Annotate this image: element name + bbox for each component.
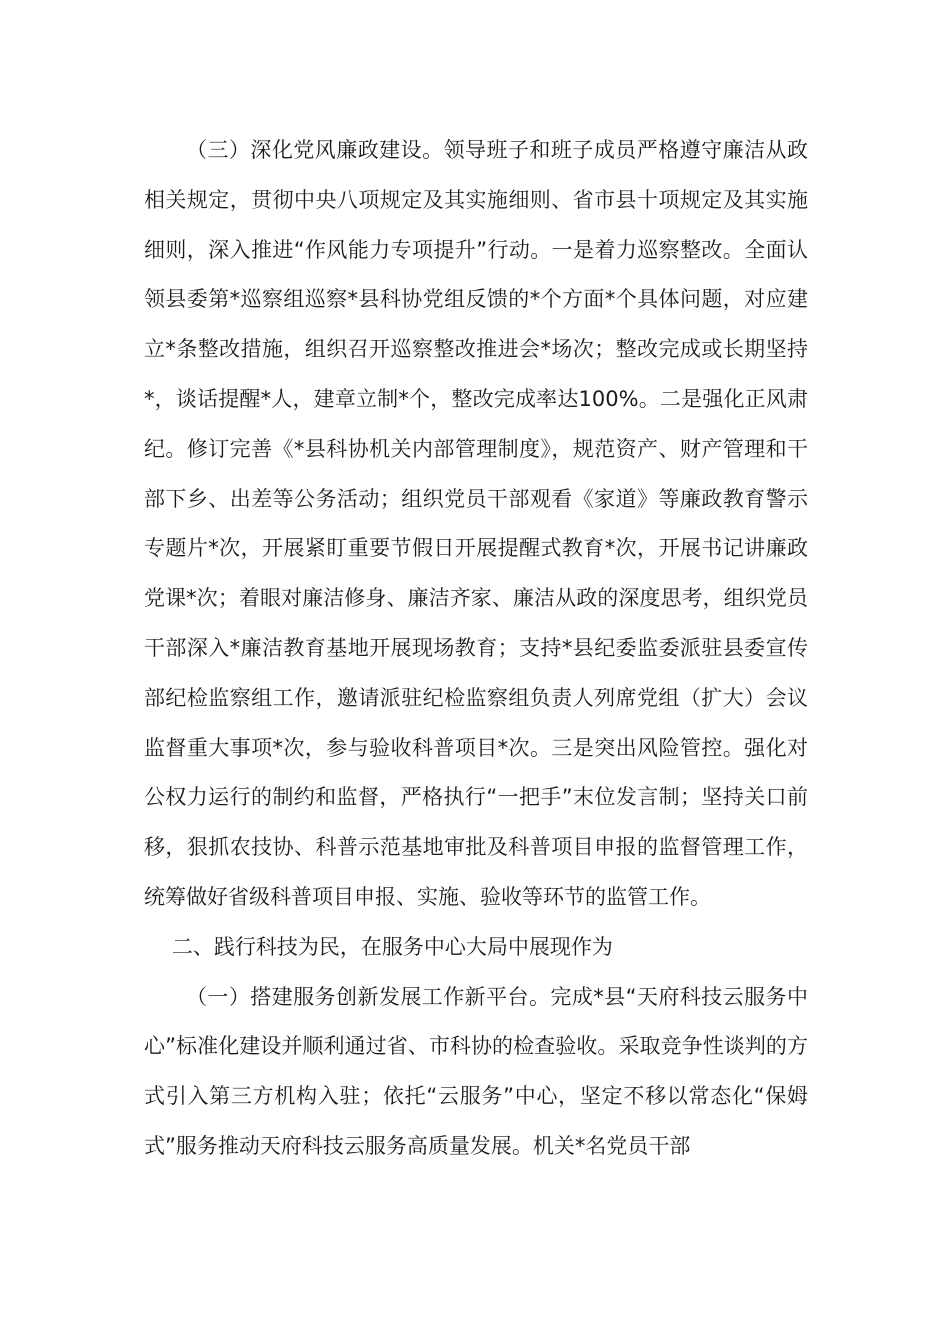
- paragraph-service-platform: （一）搭建服务创新发展工作新平台。完成*县“天府科技云服务中心”标准化建设并顺利通过省、市科协的检查验收。采取竞争性谈判的方式引入第三方机构入驻；依托“云服务”中心，坚定不移以常态化“保姆式”服务推动天府科技云服务高质量发展。机关*名党员干部: [144, 984, 808, 1158]
- section-heading-science-for-people: 二、践行科技为民，在服务中心大局中展现作为: [171, 934, 613, 959]
- paragraph-party-conduct: （三）深化党风廉政建设。领导班子和班子成员严格遵守廉洁从政相关规定，贯彻中央八项规定及其实施细则、省市县十项规定及其实施细则，深入推进“作风能力专项提升”行动。一是着力巡察整改。全面认领县委第*巡察组巡察*县科协党组反馈的*个方面*个具体问题，对应建立*条整改措施，组织召开巡察整改推进会*场次；整改完成或长期坚持*，谈话提醒*人，建章立制*个，整改完成率达100%。二是强化正风肃纪。修订完善《*县科协机关内部管理制度》，规范资产、财产管理和干部下乡、出差等公务活动；组织党员干部观看《家道》等廉政教育警示专题片*次，开展紧盯重要节假日开展提醒式教育*次，开展书记讲廉政党课*次；着眼对廉洁修身、廉洁齐家、廉洁从政的深度思考，组织党员干部深入*廉洁教育基地开展现场教育；支持*县纪委监委派驻县委宣传部纪检监察组工作，邀请派驻纪检监察组负责人列席党组（扩大）会议监督重大事项*次，参与验收科普项目*次。三是突出风险管控。强化对公权力运行的制约和监督，严格执行“一把手”末位发言制；坚持关口前移，狠抓农技协、科普示范基地审批及科普项目申报的监督管理工作，统筹做好省级科普项目申报、实施、验收等环节的监管工作。: [144, 138, 808, 909]
- document-body: [144, 126, 808, 1172]
